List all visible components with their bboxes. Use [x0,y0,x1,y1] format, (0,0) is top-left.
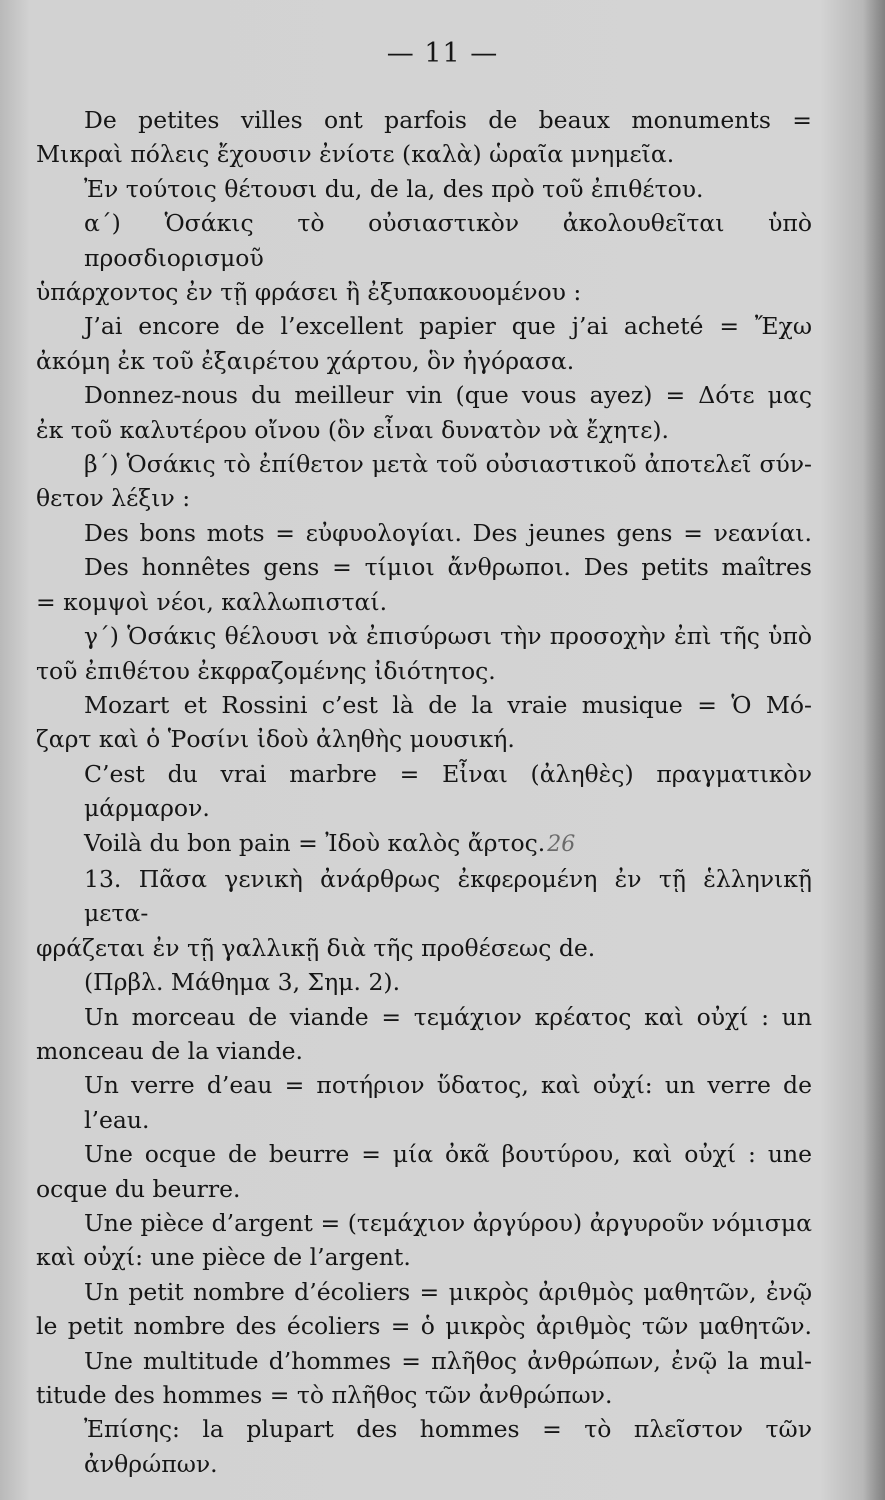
text-line-content: De petites villes ont parfois de beaux monuments = [84,106,812,134]
text-line [36,654,812,688]
text-line [36,103,812,137]
text-line-content: β΄) Ὁσάκις τὸ ἐπίθετον μετὰ τοῦ οὐσιαστικοῦ ἀποτελεῖ σύν- [84,450,812,479]
text-line [36,585,812,619]
text-line-content: Ἐν τούτοις θέτουσι du, de la, des πρὸ τοῦ ἐπιθέτου. [84,174,704,203]
text-line-content: le petit nombre des écoliers = ὁ μικρὸς ἀριθμὸς τῶν μαθητῶν. [36,1312,812,1341]
text-line-content: θετον λέξιν : [36,484,191,513]
text-line [36,206,812,275]
text-line [36,550,812,584]
page-edge-shadow [863,0,885,1500]
text-line-content: Un verre d’eau = ποτήριον ὕδατος, καὶ οὐχί: un verre de l’eau. [84,1071,812,1134]
text-line [36,309,812,343]
text-line-content: Un petit nombre d’écoliers = μικρὸς ἀριθμὸς μαθητῶν, ἐνῷ [84,1277,812,1306]
text-line-content: Une multitude d’hommes = πλῆθος ἀνθρώπων, ἐνῷ la mul- [84,1346,812,1375]
text-line [36,1172,812,1206]
text-line-content: ocque du beurre. [36,1174,241,1203]
text-line [36,722,812,756]
text-line [36,826,812,862]
text-line-content: φράζεται ἐν τῇ γαλλικῇ διὰ τῆς προθέσεως de. [36,933,596,962]
text-line [36,619,812,653]
text-line-content: Des bons mots = εὐφυολογίαι. Des jeunes gens = νεανίαι. [84,518,812,547]
text-line [36,137,812,171]
text-line [36,1412,812,1481]
text-line [36,1068,812,1137]
text-line [36,275,812,309]
text-line [36,1309,812,1343]
text-line [36,688,812,722]
text-line-content: ἀκόμη ἐκ τοῦ ἐξαιρέτου χάρτου, ὃν ἠγόρασα. [36,346,575,375]
text-line [36,172,812,206]
handwritten-mark: 26 [547,831,576,857]
body-text [36,103,812,1481]
text-line-content: C’est du vrai marbre = Εἶναι (ἀληθὲς) πραγματικὸν μάρμαρον. [84,759,812,823]
text-line [36,1206,812,1240]
text-line-content: Une pièce d’argent = (τεμάχιον ἀργύρου) ἀργυροῦν νόμισμα [84,1209,812,1237]
text-line-content: γ΄) Ὁσάκις θέλουσι νὰ ἐπισύρωσι τὴν προσοχὴν ἐπὶ τῆς ὑπὸ [84,622,812,651]
text-line [36,931,812,965]
text-line [36,516,812,550]
text-line [36,447,812,481]
text-line-content: titude des hommes = τὸ πλῆθος τῶν ἀνθρώπων. [36,1381,613,1410]
text-line [36,378,812,412]
text-line-content: Une ocque de beurre = μία ὀκᾶ βουτύρου, καὶ οὐχί : une [84,1140,812,1169]
text-line-content: καὶ οὐχί: une pièce de l’argent. [36,1243,411,1272]
text-line-content: ὑπάρχοντος ἐν τῇ φράσει ἢ ἐξυπακουομένου : [36,278,582,307]
text-line [36,862,812,931]
text-line-content: 13. Πᾶσα γενικὴ ἀνάρθρως ἐκφερομένη ἐν τῇ ἑλληνικῇ μετα- [84,864,812,928]
text-line [36,1344,812,1378]
text-line [36,1000,812,1034]
text-line-content: α΄) Ὁσάκις τὸ οὐσιαστικὸν ἀκολουθεῖται ὑπὸ προσδιορισμοῦ [84,209,812,272]
text-line [36,1034,812,1068]
text-line [36,344,812,378]
text-line-content: (Πρβλ. Μάθημα 3, Σημ. 2). [84,968,401,997]
text-line-content: τοῦ ἐπιθέτου ἐκφραζομένης ἰδιότητος. [36,656,496,685]
text-line [36,413,812,447]
text-line-content: J’ai encore de l’excellent papier que j’ai acheté = Ἔχω [84,312,812,341]
text-line-content: Ἐπίσης: la plupart des hommes = τὸ πλεῖστον τῶν ἀνθρώπων. [84,1415,812,1478]
text-line [36,757,812,826]
text-line [36,1137,812,1171]
text-line [36,1240,812,1274]
text-line-content: = κομψοὶ νέοι, καλλωπισταί. [36,587,388,616]
text-line-content: ἐκ τοῦ καλυτέρου οἴνου (ὃν εἶναι δυνατὸν νὰ ἔχητε). [36,415,670,444]
text-line-content: Μικραὶ πόλεις ἔχουσιν ἐνίοτε (καλὰ) ὡραῖα μνημεῖα. [36,140,675,169]
text-line [36,481,812,515]
text-line [36,1275,812,1309]
text-line [36,965,812,999]
page-number: — 11 — [386,38,499,69]
text-line-content: Voilà du bon pain = Ἰδοὺ καλὸς ἄρτος. [84,828,546,857]
text-line-content: Mozart et Rossini c’est là de la vraie musique = Ὁ Μό- [84,690,812,719]
text-line [36,1378,812,1412]
text-line-content: Des honnêtes gens = τίμιοι ἄνθρωποι. Des petits maîtres [84,553,812,582]
text-line-content: Un morceau de viande = τεμάχιον κρέατος καὶ οὐχί : un [84,1002,812,1031]
text-line-content: Donnez-nous du meilleur vin (que vous ayez) = Δότε μας [84,381,812,410]
text-line-content: monceau de la viande. [36,1036,304,1065]
text-line-content: ζαρτ καὶ ὁ Ῥοσίνι ἰδοὺ ἀληθὴς μουσική. [36,725,515,754]
